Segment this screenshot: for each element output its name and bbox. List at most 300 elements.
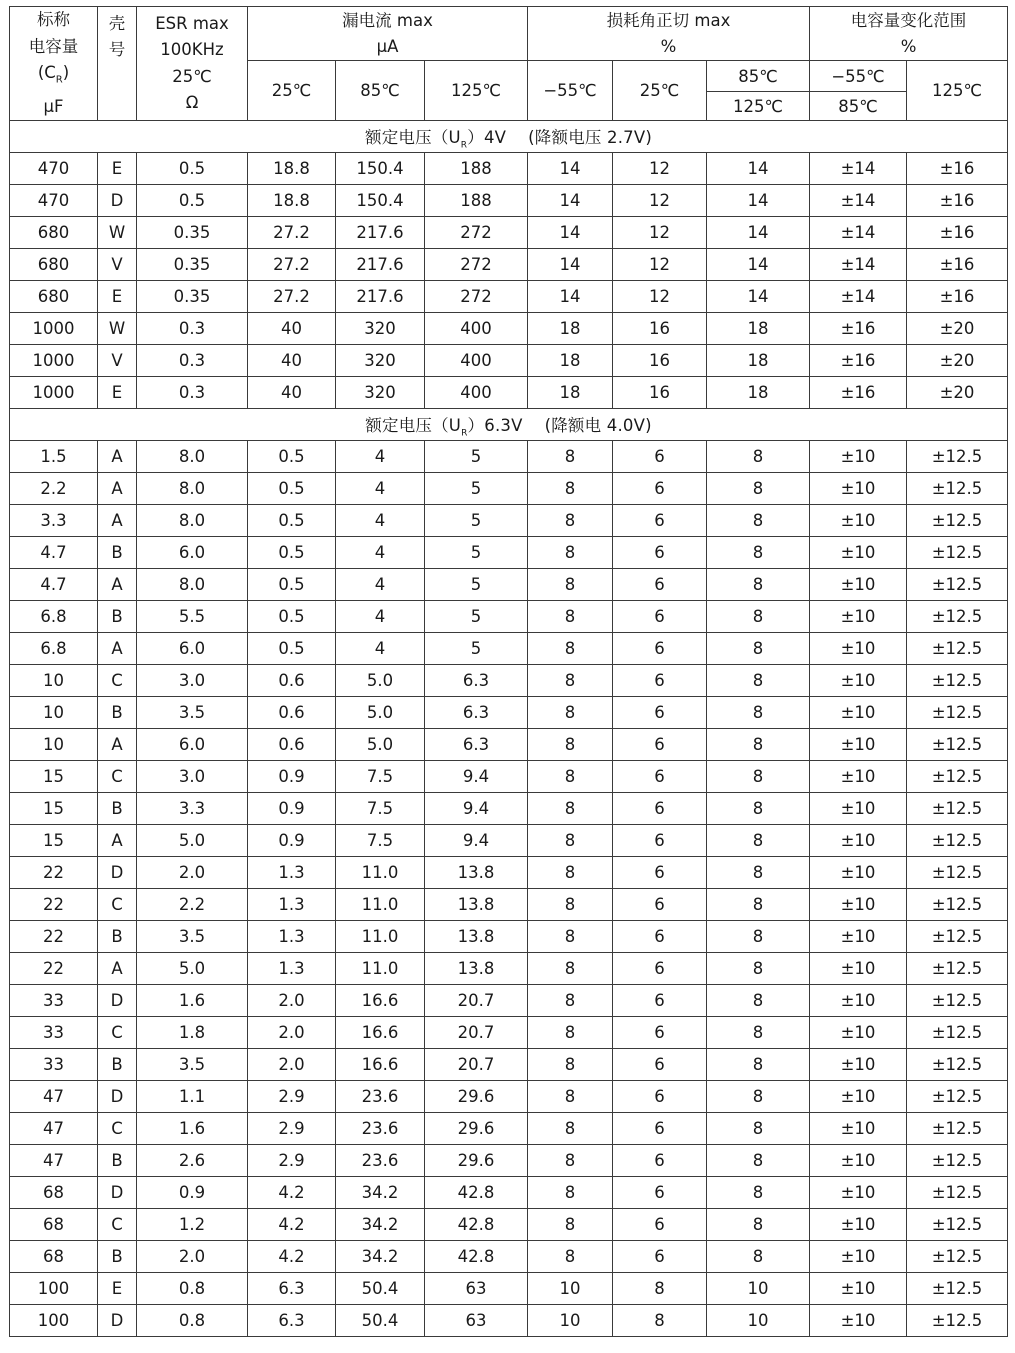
cell-leak-85c: 150.4 [336,185,425,217]
cell-df-25c: 6 [613,1017,707,1049]
cell-capchg-125c: ±12.5 [907,665,1008,697]
cell-capchg-125c: ±12.5 [907,1305,1008,1337]
table-row [10,889,1008,921]
cell-leak-85c: 4 [336,601,425,633]
cell-df-m55c: 8 [528,1081,613,1113]
table-row [10,1177,1008,1209]
cell-df-m55c: 8 [528,633,613,665]
section-row [10,409,1008,441]
cell-leak-25c: 6.3 [248,1273,336,1305]
cell-capchg-m55c-85c: ±10 [810,889,907,921]
cell-leak-125c: 63 [425,1273,528,1305]
cell-df-85c-125c: 14 [707,217,810,249]
cell-df-25c: 6 [613,793,707,825]
cell-capchg-125c: ±12.5 [907,1273,1008,1305]
cell-leak-25c: 18.8 [248,185,336,217]
cell-capacitance: 22 [10,857,98,889]
cell-df-25c: 6 [613,697,707,729]
cell-leak-125c: 5 [425,633,528,665]
cell-df-85c-125c: 14 [707,153,810,185]
cell-esr: 0.35 [137,217,248,249]
cell-capacitance: 68 [10,1209,98,1241]
cell-leak-125c: 13.8 [425,953,528,985]
table-row [10,793,1008,825]
cell-leak-85c: 5.0 [336,697,425,729]
cell-esr: 0.9 [137,1177,248,1209]
cell-capchg-125c: ±12.5 [907,1145,1008,1177]
cell-df-25c: 6 [613,473,707,505]
cell-case: A [98,633,137,665]
table-row [10,441,1008,473]
cell-case: A [98,569,137,601]
cell-leak-85c: 11.0 [336,857,425,889]
section-label-prefix: 额定电压（U [365,415,462,435]
cell-df-25c: 6 [613,1177,707,1209]
cell-case: V [98,345,137,377]
cell-capacitance: 100 [10,1273,98,1305]
cell-df-25c: 12 [613,281,707,313]
cell-df-85c-125c: 8 [707,761,810,793]
cell-df-25c: 8 [613,1305,707,1337]
cell-df-25c: 16 [613,345,707,377]
cell-capacitance: 1.5 [10,441,98,473]
header-df-title: 损耗角正切 max [606,10,731,30]
cell-leak-25c: 40 [248,313,336,345]
cell-esr: 1.1 [137,1081,248,1113]
cell-capchg-125c: ±12.5 [907,889,1008,921]
cell-capchg-m55c-85c: ±10 [810,1049,907,1081]
cell-df-m55c: 10 [528,1305,613,1337]
cell-df-m55c: 18 [528,377,613,409]
cell-leak-85c: 16.6 [336,985,425,1017]
cell-df-85c-125c: 8 [707,729,810,761]
header-nominal-capacitance [10,7,98,121]
cell-leak-85c: 50.4 [336,1305,425,1337]
cell-case: A [98,473,137,505]
cell-capchg-125c: ±12.5 [907,1081,1008,1113]
table-row [10,921,1008,953]
cell-case: D [98,1081,137,1113]
cell-leak-125c: 13.8 [425,857,528,889]
cell-df-25c: 6 [613,569,707,601]
cell-leak-85c: 34.2 [336,1241,425,1273]
cell-esr: 3.0 [137,761,248,793]
cell-df-85c-125c: 8 [707,697,810,729]
cell-case: B [98,793,137,825]
cell-capchg-m55c-85c: ±10 [810,1081,907,1113]
table-row [10,569,1008,601]
cell-leak-125c: 6.3 [425,729,528,761]
cell-capacitance: 10 [10,665,98,697]
cell-esr: 0.5 [137,153,248,185]
table-row [10,1305,1008,1337]
cell-df-85c-125c: 8 [707,473,810,505]
cell-df-85c-125c: 8 [707,889,810,921]
table-row [10,1081,1008,1113]
cell-esr: 6.0 [137,537,248,569]
cell-leak-125c: 42.8 [425,1241,528,1273]
cell-leak-25c: 0.5 [248,601,336,633]
cell-df-m55c: 8 [528,1049,613,1081]
table-row [10,537,1008,569]
cell-leak-125c: 272 [425,281,528,313]
cell-df-m55c: 8 [528,1113,613,1145]
cell-df-25c: 6 [613,1145,707,1177]
cell-df-m55c: 8 [528,825,613,857]
cell-capchg-m55c-85c: ±10 [810,537,907,569]
cell-leak-25c: 0.9 [248,825,336,857]
cell-esr: 2.0 [137,857,248,889]
cell-df-m55c: 8 [528,761,613,793]
table-row [10,697,1008,729]
cell-df-m55c: 8 [528,473,613,505]
cell-leak-125c: 42.8 [425,1177,528,1209]
cell-capchg-125c: ±12.5 [907,953,1008,985]
cell-capchg-125c: ±12.5 [907,825,1008,857]
cell-capchg-125c: ±16 [907,249,1008,281]
cell-capchg-m55c-85c: ±10 [810,1177,907,1209]
table-header [10,7,1008,121]
cell-capchg-m55c-85c: ±14 [810,185,907,217]
section-label-derating: (降额电 4.0V) [544,415,652,435]
cell-capchg-125c: ±16 [907,217,1008,249]
cell-case: C [98,1017,137,1049]
cell-capchg-125c: ±12.5 [907,793,1008,825]
cell-capchg-125c: ±12.5 [907,569,1008,601]
cell-capchg-m55c-85c: ±10 [810,857,907,889]
header-cap-line: μF [43,96,64,116]
cell-df-85c-125c: 8 [707,1081,810,1113]
cell-capchg-125c: ±12.5 [907,1049,1008,1081]
cell-leak-85c: 4 [336,473,425,505]
cell-df-m55c: 14 [528,153,613,185]
header-capchg-temp: −55℃ [810,61,907,92]
cell-df-m55c: 8 [528,921,613,953]
cell-esr: 6.0 [137,633,248,665]
cell-df-85c-125c: 10 [707,1273,810,1305]
header-cap-line: 标称 [37,10,70,29]
cell-df-85c-125c: 8 [707,1113,810,1145]
cell-esr: 8.0 [137,505,248,537]
cell-case: B [98,1241,137,1273]
cell-leak-85c: 7.5 [336,761,425,793]
cell-capchg-125c: ±12.5 [907,761,1008,793]
table-row [10,1145,1008,1177]
cell-df-85c-125c: 8 [707,985,810,1017]
cell-df-85c-125c: 14 [707,249,810,281]
cell-df-m55c: 8 [528,1209,613,1241]
cell-leak-25c: 0.5 [248,505,336,537]
cell-esr: 0.8 [137,1305,248,1337]
cell-df-25c: 6 [613,537,707,569]
section-row [10,121,1008,153]
header-leak-temp: 85℃ [336,61,425,121]
table-row [10,345,1008,377]
cell-leak-85c: 23.6 [336,1113,425,1145]
cell-df-85c-125c: 18 [707,345,810,377]
cell-case: A [98,953,137,985]
cell-esr: 3.5 [137,697,248,729]
header-df-temp: 125℃ [707,92,810,121]
table-row [10,761,1008,793]
cell-capchg-m55c-85c: ±14 [810,153,907,185]
table-row [10,185,1008,217]
cell-leak-125c: 13.8 [425,921,528,953]
cell-capacitance: 680 [10,217,98,249]
table-row [10,825,1008,857]
cell-case: W [98,217,137,249]
cell-capacitance: 33 [10,985,98,1017]
cell-capchg-m55c-85c: ±10 [810,505,907,537]
cell-df-m55c: 8 [528,697,613,729]
cell-case: D [98,1305,137,1337]
cell-leak-25c: 1.3 [248,953,336,985]
cell-esr: 2.6 [137,1145,248,1177]
section-label-voltage: ）6.3V [467,415,523,435]
cell-df-85c-125c: 8 [707,857,810,889]
cell-capchg-m55c-85c: ±10 [810,793,907,825]
cell-df-25c: 6 [613,505,707,537]
cell-capchg-m55c-85c: ±10 [810,921,907,953]
cell-leak-25c: 0.6 [248,697,336,729]
cell-leak-125c: 29.6 [425,1113,528,1145]
cell-capacitance: 2.2 [10,473,98,505]
cell-df-m55c: 8 [528,601,613,633]
cell-df-85c-125c: 14 [707,281,810,313]
cell-capchg-125c: ±12.5 [907,1209,1008,1241]
cell-capacitance: 15 [10,793,98,825]
cell-esr: 0.35 [137,281,248,313]
cell-leak-25c: 2.0 [248,1049,336,1081]
cell-df-m55c: 14 [528,281,613,313]
cell-capchg-m55c-85c: ±10 [810,761,907,793]
cell-esr: 0.5 [137,185,248,217]
cell-df-85c-125c: 18 [707,313,810,345]
cell-df-m55c: 8 [528,985,613,1017]
cell-df-25c: 6 [613,1049,707,1081]
cell-esr: 1.6 [137,985,248,1017]
cell-capchg-125c: ±12.5 [907,473,1008,505]
cell-capacitance: 47 [10,1081,98,1113]
cell-capchg-m55c-85c: ±10 [810,601,907,633]
header-esr-line: 100KHz [160,40,224,60]
cell-df-25c: 12 [613,185,707,217]
cell-leak-125c: 272 [425,217,528,249]
table-row [10,1049,1008,1081]
cell-leak-25c: 40 [248,377,336,409]
cell-capchg-m55c-85c: ±10 [810,1145,907,1177]
cell-leak-25c: 0.5 [248,537,336,569]
cell-leak-85c: 5.0 [336,665,425,697]
cell-leak-25c: 0.5 [248,569,336,601]
cell-case: B [98,1049,137,1081]
cell-df-m55c: 14 [528,249,613,281]
cell-leak-125c: 29.6 [425,1081,528,1113]
cell-df-m55c: 8 [528,857,613,889]
cell-df-m55c: 8 [528,1177,613,1209]
section-label-subscript: R [461,427,468,438]
cell-leak-85c: 7.5 [336,793,425,825]
cell-leak-85c: 16.6 [336,1049,425,1081]
cell-df-m55c: 8 [528,1017,613,1049]
cell-leak-25c: 2.0 [248,1017,336,1049]
cell-capchg-125c: ±20 [907,313,1008,345]
cell-leak-85c: 320 [336,377,425,409]
table-row [10,857,1008,889]
cell-esr: 0.3 [137,313,248,345]
cell-esr: 5.0 [137,825,248,857]
cell-capchg-125c: ±16 [907,281,1008,313]
cell-capchg-125c: ±12.5 [907,1017,1008,1049]
cell-leak-25c: 6.3 [248,1305,336,1337]
header-case-line: 壳 [108,13,126,33]
cell-leak-125c: 29.6 [425,1145,528,1177]
header-esr-line: ESR max [155,13,229,33]
cell-df-85c-125c: 8 [707,1049,810,1081]
cell-capacitance: 100 [10,1305,98,1337]
header-case-size [98,7,137,121]
cell-leak-125c: 20.7 [425,1049,528,1081]
cell-case: C [98,1209,137,1241]
table-body [10,121,1008,1337]
cell-df-85c-125c: 18 [707,377,810,409]
cell-df-85c-125c: 8 [707,1145,810,1177]
cell-leak-125c: 5 [425,569,528,601]
cell-esr: 3.5 [137,921,248,953]
cell-df-m55c: 18 [528,345,613,377]
cell-leak-125c: 5 [425,441,528,473]
cell-capchg-125c: ±12.5 [907,505,1008,537]
cell-df-m55c: 18 [528,313,613,345]
cell-capacitance: 10 [10,729,98,761]
cell-capacitance: 1000 [10,345,98,377]
cell-capchg-m55c-85c: ±10 [810,569,907,601]
cell-case: A [98,729,137,761]
cell-df-25c: 6 [613,985,707,1017]
cell-esr: 5.5 [137,601,248,633]
cell-df-25c: 12 [613,153,707,185]
cell-leak-25c: 4.2 [248,1241,336,1273]
table-row [10,985,1008,1017]
cell-df-25c: 6 [613,953,707,985]
cell-leak-25c: 0.6 [248,729,336,761]
cell-df-25c: 6 [613,889,707,921]
cell-df-85c-125c: 8 [707,601,810,633]
header-leak-temp: 125℃ [425,61,528,121]
cell-capchg-125c: ±12.5 [907,441,1008,473]
cell-case: E [98,377,137,409]
cell-leak-25c: 1.3 [248,921,336,953]
table-row [10,377,1008,409]
cell-capchg-125c: ±12.5 [907,985,1008,1017]
cell-capacitance: 15 [10,761,98,793]
cell-leak-125c: 400 [425,377,528,409]
cell-capacitance: 68 [10,1241,98,1273]
header-capchg-title: 电容量变化范围 [850,10,967,30]
cell-capchg-m55c-85c: ±10 [810,1209,907,1241]
cell-capchg-m55c-85c: ±10 [810,697,907,729]
cell-capacitance: 1000 [10,313,98,345]
section-label-derating: (降额电压 2.7V) [528,127,653,147]
cell-leak-85c: 217.6 [336,281,425,313]
cell-df-25c: 6 [613,601,707,633]
cell-esr: 2.0 [137,1241,248,1273]
cell-leak-25c: 4.2 [248,1209,336,1241]
cell-leak-25c: 0.6 [248,665,336,697]
cell-case: B [98,601,137,633]
cell-capchg-125c: ±20 [907,345,1008,377]
cell-df-25c: 6 [613,761,707,793]
cell-capacitance: 3.3 [10,505,98,537]
cell-df-25c: 12 [613,217,707,249]
cell-leak-25c: 1.3 [248,889,336,921]
cell-leak-125c: 6.3 [425,665,528,697]
cell-case: E [98,1273,137,1305]
header-df-temp: 25℃ [613,61,707,121]
cell-capchg-m55c-85c: ±10 [810,953,907,985]
cell-df-85c-125c: 8 [707,441,810,473]
cell-case: C [98,1113,137,1145]
cell-capchg-m55c-85c: ±16 [810,313,907,345]
cell-df-85c-125c: 8 [707,1241,810,1273]
cell-leak-25c: 2.9 [248,1081,336,1113]
header-leak-temp: 25℃ [248,61,336,121]
cell-leak-25c: 27.2 [248,249,336,281]
cell-df-85c-125c: 8 [707,1209,810,1241]
cell-leak-25c: 0.9 [248,761,336,793]
cell-capchg-m55c-85c: ±10 [810,1305,907,1337]
cell-capchg-m55c-85c: ±10 [810,985,907,1017]
cell-leak-85c: 217.6 [336,217,425,249]
cell-capchg-125c: ±16 [907,153,1008,185]
cell-df-85c-125c: 10 [707,1305,810,1337]
cell-leak-85c: 11.0 [336,889,425,921]
cell-df-25c: 6 [613,729,707,761]
cell-capchg-m55c-85c: ±14 [810,281,907,313]
cell-df-m55c: 8 [528,729,613,761]
cell-df-85c-125c: 8 [707,505,810,537]
cell-leak-85c: 34.2 [336,1177,425,1209]
cell-leak-125c: 5 [425,505,528,537]
cell-df-25c: 6 [613,921,707,953]
cell-capacitance: 6.8 [10,633,98,665]
table-row [10,473,1008,505]
table-row [10,1209,1008,1241]
cell-leak-85c: 16.6 [336,1017,425,1049]
capacitor-spec-table [9,6,1008,1337]
cell-capacitance: 680 [10,281,98,313]
cell-capacitance: 6.8 [10,601,98,633]
cell-leak-125c: 42.8 [425,1209,528,1241]
table-row [10,1273,1008,1305]
cell-leak-85c: 7.5 [336,825,425,857]
cell-case: D [98,985,137,1017]
cell-esr: 1.6 [137,1113,248,1145]
header-dissipation-factor [528,7,810,61]
cell-capchg-125c: ±12.5 [907,537,1008,569]
cell-capchg-125c: ±12.5 [907,729,1008,761]
cell-capchg-m55c-85c: ±16 [810,377,907,409]
cell-capacitance: 15 [10,825,98,857]
table-row [10,1113,1008,1145]
cell-capacitance: 470 [10,185,98,217]
cell-capchg-125c: ±20 [907,377,1008,409]
cell-esr: 1.2 [137,1209,248,1241]
cell-case: W [98,313,137,345]
cell-capchg-m55c-85c: ±10 [810,1273,907,1305]
cell-esr: 0.3 [137,345,248,377]
cell-capacitance: 680 [10,249,98,281]
